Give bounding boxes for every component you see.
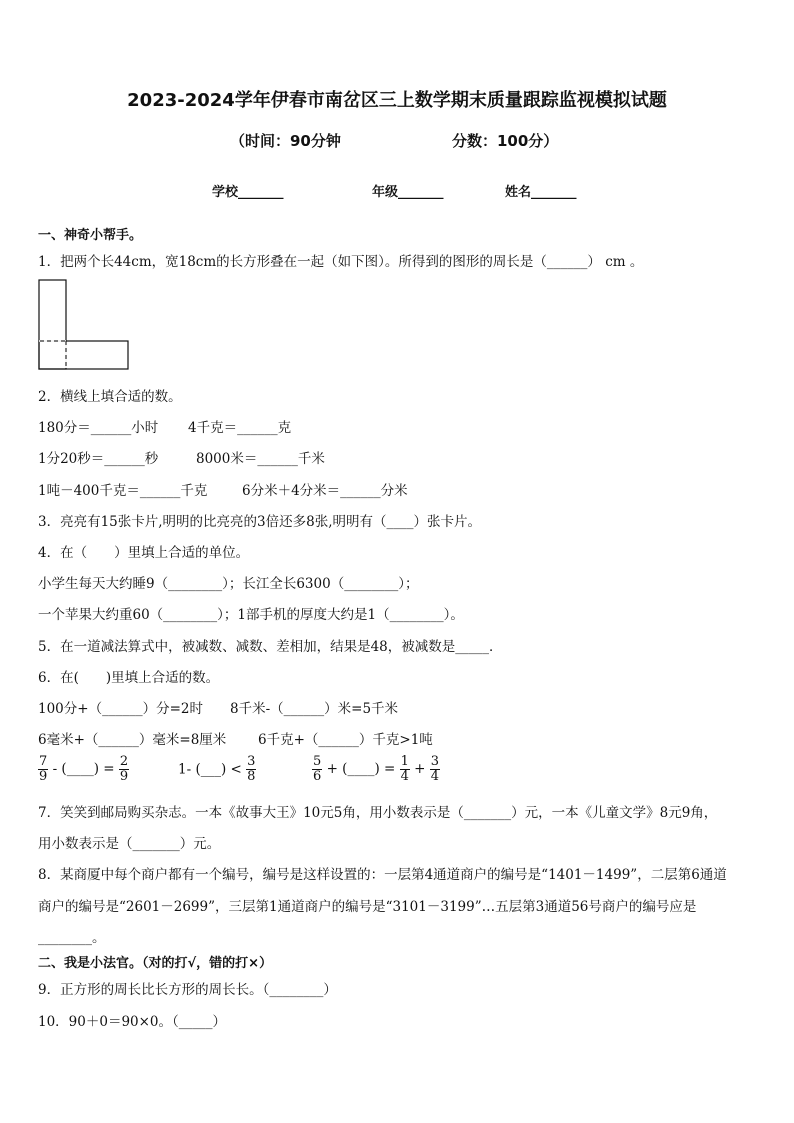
question-2-item: 8000米＝______千米 xyxy=(196,451,325,467)
question-2-item: 180分＝______小时 xyxy=(38,420,159,436)
section-2-heading: 二、我是小法官。（对的打√，错的打×） xyxy=(38,956,273,971)
question-8-line: 8．某商厦中每个商户都有一个编号，编号是这样设置的：一层第4通道商户的编号是“1401－1499”，二层第6通道 xyxy=(38,867,727,883)
page-title: 2023-2024学年伊春市南岔区三上数学期末质量跟踪监视模拟试题 xyxy=(127,90,667,111)
exam-time: （时间：90分钟 xyxy=(230,132,341,150)
question-6-item: 8千米-（______）米=5千米 xyxy=(230,701,399,717)
question-4-stem: 4．在（ ）里填上合适的单位。 xyxy=(38,545,250,561)
question-2-item: 1吨－400千克＝______千克 xyxy=(38,483,208,499)
question-6-item: 6毫米+（______）毫米=8厘米 xyxy=(38,732,227,748)
question-6-stem: 6．在( )里填上合适的数。 xyxy=(38,670,220,686)
vertical-rectangle xyxy=(39,280,66,369)
question-5: 5．在一道减法算式中，被减数、减数、差相加，结果是48，被减数是_____． xyxy=(38,639,503,655)
fraction: $\frac{1}{4}$ xyxy=(400,754,409,784)
horizontal-rectangle xyxy=(39,341,128,369)
question-10: 10．90＋0＝90×0。（_____） xyxy=(38,1014,227,1030)
question-6-item: 6千克+（______）千克>1吨 xyxy=(258,732,433,748)
fraction: $\frac{7}{9}$ xyxy=(39,754,48,784)
question-4-line: 小学生每天大约睡9（________）；长江全长6300（________）； xyxy=(38,576,419,592)
question-9: 9．正方形的周长比长方形的周长长。（________） xyxy=(38,982,337,998)
question-7-line: 用小数表示是（_______）元。 xyxy=(38,836,221,852)
question-8-line: ________。 xyxy=(38,930,106,946)
fraction: $\frac{5}{6}$ xyxy=(313,754,322,784)
exam-score: 分数：100分） xyxy=(452,132,559,150)
question-2-item: 6分米＋4分米＝______分米 xyxy=(242,483,408,499)
question-2-stem: 2．横线上填合适的数。 xyxy=(38,389,182,405)
overlapping-rectangles-figure xyxy=(38,279,130,371)
question-2-item: 4千克＝______克 xyxy=(188,420,292,436)
fraction-equation-1: $\frac{7}{9}$ - (____) = $\frac{2}{9}$ xyxy=(39,754,129,784)
section-1-heading: 一、神奇小帮手。 xyxy=(38,228,143,243)
question-6-item: 100分+（______）分=2时 xyxy=(38,701,203,717)
question-2-item: 1分20秒＝______秒 xyxy=(38,451,159,467)
fraction-inequality: 1- (___) < $\frac{3}{8}$ xyxy=(178,754,256,784)
question-7-line: 7．笑笑到邮局购买杂志。一本《故事大王》10元5角，用小数表示是（_______）元，一本《儿童文学》8元9角， xyxy=(38,805,718,821)
question-3: 3．亮亮有15张卡片,明明的比亮亮的3倍还多8张,明明有（____）张卡片。 xyxy=(38,514,482,530)
fraction-equation-2: $\frac{5}{6}$ + (____) = $\frac{1}{4}$ + $\frac{3}{4}$ xyxy=(313,754,440,784)
fraction: $\frac{3}{4}$ xyxy=(430,754,440,784)
grade-field: 年级_______ xyxy=(372,185,444,200)
school-field: 学校_______ xyxy=(212,185,284,200)
fraction: $\frac{2}{9}$ xyxy=(119,754,129,784)
question-4-line: 一个苹果大约重60（________）；1部手机的厚度大约是1（________）。 xyxy=(38,607,464,623)
question-1: 1．把两个长44cm，宽18cm的长方形叠在一起（如下图）。所得到的图形的周长是（______） cm 。 xyxy=(38,254,644,270)
fraction: $\frac{3}{8}$ xyxy=(247,754,256,784)
question-8-line: 商户的编号是“2601－2699”，三层第1通道商户的编号是“3101－3199”…五层第3通道56号商户的编号应是 xyxy=(38,899,697,915)
name-field: 姓名_______ xyxy=(505,185,577,200)
